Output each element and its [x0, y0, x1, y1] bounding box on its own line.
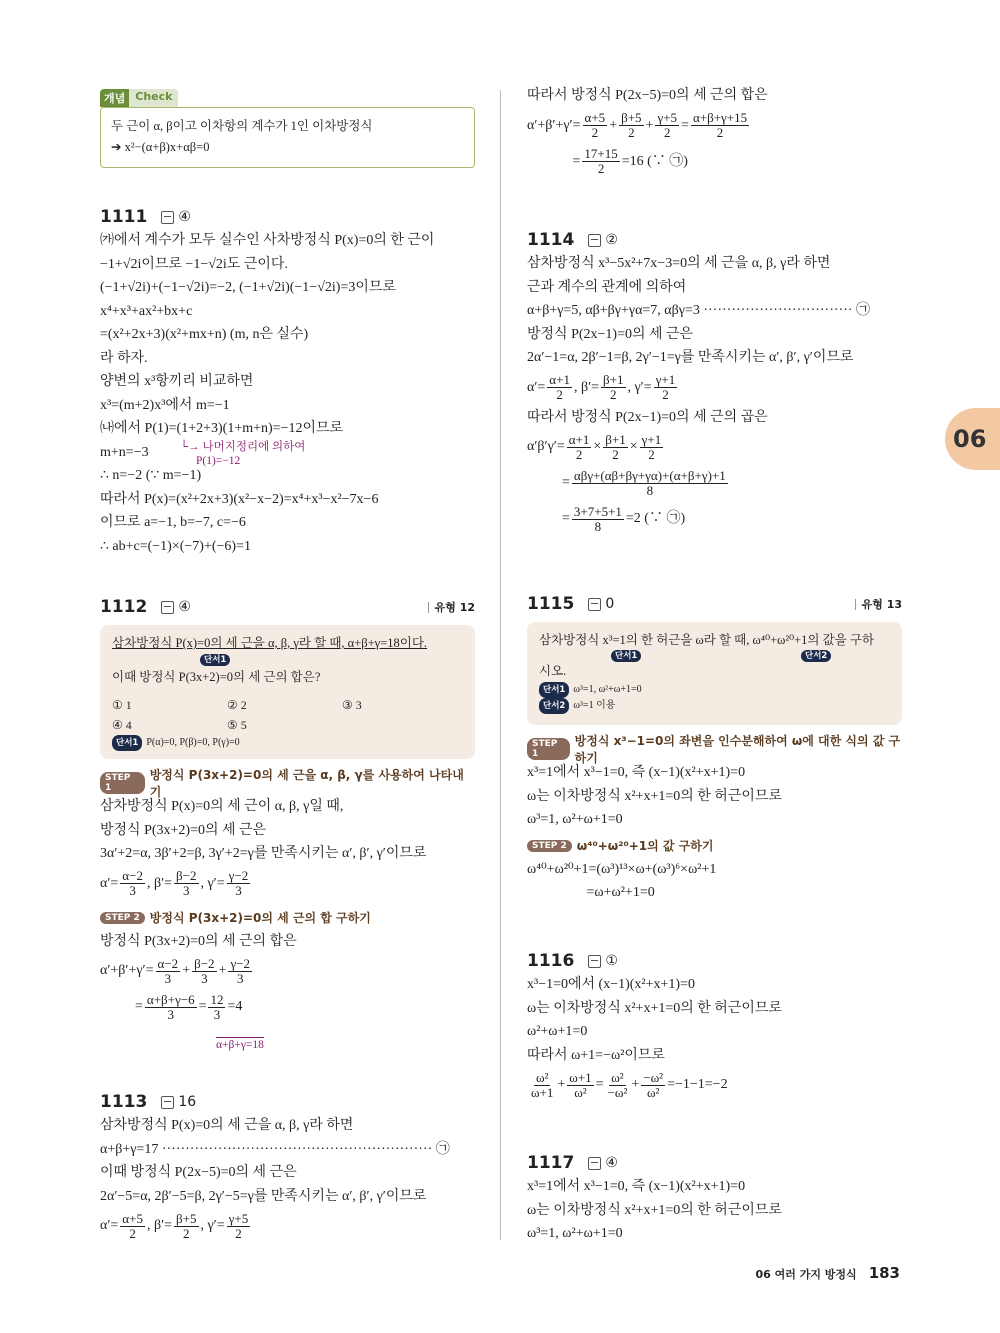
- solution-line: [527, 252, 902, 276]
- text-segment: =(x²+2x+3)(x²+mx+n) (m, n은 실수): [100, 327, 309, 342]
- solution-line: [100, 953, 475, 989]
- text-segment: =4: [227, 999, 243, 1015]
- problem-type: 유형 13: [855, 599, 902, 610]
- denominator: 2: [183, 1225, 190, 1241]
- denominator: 2: [612, 446, 619, 462]
- text-segment: +: [557, 1077, 566, 1093]
- numerator: 12: [210, 991, 224, 1007]
- annotation: α+β+γ=18: [216, 1039, 264, 1051]
- answer-icon: [161, 601, 174, 614]
- answer-icon: [161, 211, 174, 224]
- text-segment: 따라서 방정식 P(2x−1)=0의 세 근의 곱은: [527, 409, 768, 425]
- solution-line: [527, 1020, 902, 1044]
- denominator: ω²: [574, 1084, 587, 1100]
- hint-text: ω³=1, ω²+ω+1=0: [573, 684, 642, 695]
- denominator: 2: [610, 387, 617, 402]
- numerator: ω²: [611, 1069, 624, 1085]
- fraction: [572, 505, 624, 534]
- solution-line: [100, 276, 475, 300]
- footer-chapter: 06 여러 가지 방정식: [755, 1268, 857, 1281]
- solution-line: [100, 300, 475, 324]
- problem-number: 1113: [100, 1092, 148, 1112]
- denominator: 2: [575, 446, 583, 462]
- solution-line: [100, 253, 475, 277]
- solution-line: [527, 881, 902, 905]
- solution-line: [100, 1185, 475, 1209]
- concept-line: ➔ x²−(α+β)x+αβ=0: [111, 140, 210, 154]
- concept-tab-label: 개념: [100, 89, 129, 107]
- text-segment: , β′=: [146, 1218, 173, 1234]
- choice-1[interactable]: ① 1: [112, 698, 132, 712]
- text-segment: =: [681, 117, 689, 133]
- text-segment: 삼차방정식 x³−5x²+7x−3=0의 세 근을 α, β, γ라 하면: [527, 256, 831, 271]
- solution-line: [527, 1175, 902, 1199]
- numerator: α+1: [568, 431, 590, 447]
- text-segment: , β′=: [573, 379, 600, 395]
- solution-line: [527, 501, 902, 537]
- answer: 16: [178, 1094, 197, 1110]
- solution-line: [527, 1067, 902, 1103]
- problem-number: 1115: [527, 594, 575, 614]
- denominator: 3: [164, 970, 172, 986]
- text-segment: ω²+ω+1=0: [527, 1024, 588, 1039]
- text-segment: =: [595, 1077, 604, 1093]
- text-segment: α′β′γ′=: [527, 439, 565, 455]
- fraction: [619, 111, 643, 140]
- text-segment: =16 (∵ ㉠): [621, 153, 688, 169]
- numerator: αβγ+(αβ+βγ+γα)+(α+β+γ)+1: [573, 467, 726, 483]
- fraction: [655, 111, 679, 140]
- text-segment: ω는 이차방정식 x²+x+1=0의 한 허근이므로: [527, 788, 782, 804]
- text-segment: =: [198, 999, 207, 1015]
- text-segment: 이때 방정식 P(2x−5)=0의 세 근은: [100, 1165, 297, 1180]
- concept-line: 두 근이 α, β이고 이차항의 계수가 1인 이차방정식: [111, 119, 373, 133]
- answer: ④: [178, 209, 191, 225]
- answer: ④: [605, 1155, 618, 1171]
- text-segment: ㈎에서 계수가 모두 실수인 사차방정식 P(x)=0의 한 근이: [100, 233, 435, 248]
- fraction: [227, 1212, 251, 1241]
- problem-1111: [100, 205, 475, 558]
- problem-box: [527, 622, 902, 725]
- numerator: α+1: [549, 372, 570, 387]
- text-segment: ω는 이차방정식 x²+x+1=0의 한 허근이므로: [527, 1000, 782, 1016]
- fraction: [606, 1071, 630, 1100]
- text-segment: 방정식 P(3x+2)=0의 세 근은: [100, 822, 267, 838]
- column-divider: [500, 90, 501, 1240]
- text-segment: +: [182, 963, 191, 979]
- problem-1114: [527, 228, 902, 537]
- solution-line: [100, 417, 475, 441]
- fraction: [192, 957, 216, 986]
- denominator: 2: [556, 387, 563, 402]
- solution-line: [100, 535, 475, 559]
- text-segment: α′=: [527, 379, 546, 395]
- fraction: [227, 869, 251, 898]
- fraction: [208, 993, 225, 1022]
- solution-line: [527, 997, 902, 1021]
- text-segment: , β′=: [146, 875, 173, 891]
- solution-line: [527, 858, 902, 882]
- clue-badge: 단서1: [539, 682, 569, 698]
- text-segment: 따라서 ω+1=−ω²이므로: [527, 1047, 665, 1063]
- text-segment: =: [527, 153, 581, 169]
- annotation: └→ 나머지정리에 의하여: [180, 441, 306, 453]
- clue-badge: 단서1: [611, 650, 641, 662]
- fraction: [654, 373, 678, 402]
- text-segment: 2α′−5=α, 2β′−5=β, 2γ′−5=γ를 만족시키는 α′, β′, γ′이므로: [100, 1188, 427, 1204]
- fraction: [567, 1071, 593, 1100]
- step-badge: STEP 1: [527, 738, 570, 760]
- denominator: 2: [662, 387, 669, 402]
- fraction: [174, 869, 198, 898]
- step-title: ω⁴⁰+ω²⁰+1의 값 구하기: [576, 839, 714, 853]
- chapter-number: 06: [953, 425, 987, 453]
- text-segment: ω³=1, ω²+ω+1=0: [527, 1226, 623, 1241]
- solution-line: [100, 323, 475, 347]
- solution-line: [527, 973, 902, 997]
- denominator: 2: [628, 125, 635, 140]
- numerator: ω+1: [569, 1069, 592, 1085]
- step-title: 방정식 P(3x+2)=0의 세 근의 합 구하기: [149, 911, 371, 925]
- chapter-side-tab: [945, 408, 1000, 470]
- solution-line: [527, 323, 902, 347]
- fraction: [582, 147, 619, 176]
- problem-number: 1112: [100, 597, 148, 617]
- numerator: β+5: [621, 110, 642, 125]
- answer-icon: [588, 598, 601, 611]
- text-segment: =: [527, 511, 570, 527]
- numerator: 17+15: [584, 146, 618, 161]
- numerator: α+β+γ−6: [146, 991, 195, 1007]
- text-segment: ×: [629, 439, 638, 455]
- numerator: ω²: [535, 1069, 549, 1085]
- denominator: 8: [594, 518, 602, 534]
- question-line: 이때 방정식 P(3x+2)=0의 세 근의 합은?: [112, 670, 321, 684]
- fraction: [145, 993, 197, 1022]
- denominator: 2: [597, 161, 605, 176]
- step-badge: STEP 2: [100, 912, 145, 924]
- answer: ②: [605, 232, 618, 248]
- step-title: 방정식 P(3x+2)=0의 세 근을 α, β, γ를 사용하여 나타내기: [149, 768, 464, 799]
- numerator: α+β+γ+15: [692, 110, 748, 125]
- problem-1112: [100, 595, 475, 1051]
- clue-badge: 단서2: [539, 698, 569, 714]
- solution-line: [527, 465, 902, 501]
- answer-icon: [161, 1096, 174, 1109]
- numerator: β+1: [605, 431, 626, 447]
- question-line: 삼차방정식 x³=1의 한 허근을 ω라 할 때, ω⁴⁰+ω²⁰+1의 값을 구하: [539, 633, 875, 647]
- question-line: 삼차방정식 P(x)=0의 세 근을 α, β, γ라 할 때, α+β+γ=18이다.: [112, 636, 428, 650]
- text-segment: 근과 계수의 관계에 의하여: [527, 279, 687, 295]
- text-segment: x³=(m+2)x³에서 m=−1: [100, 397, 230, 413]
- denominator: 2: [663, 125, 671, 140]
- denominator: 2: [648, 446, 655, 462]
- text-segment: , γ′=: [200, 875, 225, 891]
- answer-icon: [588, 1157, 601, 1170]
- solution-line: [527, 84, 902, 108]
- text-segment: α+β+γ=17 ·························································· ㉠: [100, 1141, 450, 1157]
- fraction: [174, 1212, 198, 1241]
- text-segment: α′+β′+γ′=: [527, 117, 581, 133]
- text-segment: 방정식 P(2x−1)=0의 세 근은: [527, 326, 694, 342]
- fraction: [583, 111, 608, 140]
- solution-line: [527, 276, 902, 300]
- text-segment: =: [527, 475, 570, 491]
- text-segment: x³=1에서 x³−1=0, 즉 (x−1)(x²+x+1)=0: [527, 1179, 746, 1194]
- text-segment: =2 (∵ ㉠): [625, 511, 686, 527]
- text-segment: 삼차방정식 P(x)=0의 세 근을 α, β, γ라 하면: [100, 1118, 354, 1133]
- text-segment: ω⁴⁰+ω²⁰+1=(ω³)¹³×ω+(ω³)⁶×ω²+1: [527, 861, 717, 877]
- text-segment: ㈏에서 P(1)=(1+2+3)(1+m+n)=−12이므로: [100, 421, 344, 436]
- denominator: 3: [236, 970, 244, 986]
- denominator: 3: [213, 1006, 221, 1022]
- text-segment: 2α′−1=α, 2β′−1=β, 2γ′−1=γ를 만족시키는 α′, β′, γ′이므로: [527, 350, 854, 365]
- text-segment: , γ′=: [200, 1218, 225, 1234]
- solution-line: [100, 1161, 475, 1185]
- fraction: [156, 957, 181, 986]
- numerator: β−2: [194, 955, 215, 971]
- solution-line: [527, 1044, 902, 1068]
- solution-line: [527, 299, 902, 323]
- clue-badge: 단서1: [200, 654, 230, 666]
- solution-line: [527, 406, 902, 430]
- text-segment: −1+√2i이므로 −1−√2i도 근이다.: [100, 256, 288, 272]
- step-badge: STEP 2: [527, 840, 572, 852]
- solution-line: [527, 1199, 902, 1223]
- numerator: γ+5: [228, 1210, 249, 1226]
- solution-line: [527, 1222, 902, 1246]
- choice-4[interactable]: ④ 4: [112, 718, 132, 732]
- text-segment: ∴ ab+c=(−1)×(−7)+(−6)=1: [100, 538, 251, 554]
- text-segment: +: [645, 117, 654, 133]
- denominator: 3: [183, 883, 190, 898]
- fraction: [547, 373, 572, 402]
- text-segment: ω³=1, ω²+ω+1=0: [527, 812, 623, 827]
- solution-line: [527, 429, 902, 465]
- clue-badge: 단서2: [801, 650, 831, 662]
- text-segment: +: [609, 117, 618, 133]
- text-segment: 라 하자.: [100, 350, 148, 366]
- solution-line: [100, 866, 475, 902]
- fraction: [640, 433, 664, 462]
- text-segment: ×: [593, 439, 602, 455]
- answer: ④: [178, 599, 191, 615]
- text-segment: ∴ n=−2 (∵ m=−1): [100, 468, 202, 483]
- solution-line: [100, 930, 475, 954]
- denominator: 3: [201, 970, 208, 986]
- page-footer: [756, 1264, 901, 1282]
- problem-number: 1116: [527, 951, 575, 971]
- page-number: 183: [868, 1264, 900, 1282]
- question-line: 시오.: [539, 664, 567, 678]
- choice-2[interactable]: ② 2: [227, 698, 247, 712]
- numerator: γ+1: [655, 372, 676, 387]
- numerator: γ−2: [228, 868, 249, 883]
- fraction: [641, 1071, 665, 1100]
- concept-check: [100, 89, 475, 168]
- denominator: ω²: [646, 1084, 660, 1100]
- answer: 0: [605, 596, 615, 612]
- solution-line: [100, 842, 475, 866]
- numerator: −ω²: [643, 1069, 664, 1085]
- choice-3[interactable]: ③ 3: [342, 698, 362, 712]
- numerator: β+5: [176, 1210, 197, 1226]
- solution-line: [100, 1114, 475, 1138]
- problem-1113: [100, 1090, 475, 1244]
- solution-line: [527, 785, 902, 809]
- fraction: [603, 433, 627, 462]
- text-segment: α′=: [100, 875, 119, 891]
- fraction: [691, 111, 749, 140]
- text-segment: 양변의 x³항끼리 비교하면: [100, 374, 254, 389]
- solution-line: [527, 370, 902, 406]
- fraction: [601, 373, 625, 402]
- denominator: 3: [167, 1006, 174, 1022]
- text-segment: 따라서 P(x)=(x²+2x+3)(x²−x−2)=x⁴+x³−x²−7x−6: [100, 491, 379, 507]
- fraction: [529, 1071, 555, 1100]
- denominator: −ω²: [607, 1084, 628, 1100]
- text-segment: =ω+ω²+1=0: [527, 885, 655, 900]
- text-segment: +: [218, 963, 227, 979]
- numerator: α−2: [122, 868, 143, 883]
- text-segment: x³−1=0에서 (x−1)(x²+x+1)=0: [527, 977, 695, 992]
- text-segment: x⁴+x³+ax²+bx+c: [100, 303, 193, 319]
- solution-line: [100, 989, 475, 1025]
- text-segment: =: [100, 999, 143, 1015]
- hint-text: P(α)=0, P(β)=0, P(γ)=0: [146, 737, 240, 748]
- numerator: β+1: [603, 372, 624, 387]
- answer-icon: [588, 955, 601, 968]
- denominator: 2: [716, 125, 724, 140]
- fraction: [572, 469, 728, 498]
- solution-line: [100, 347, 475, 371]
- denominator: 3: [129, 883, 136, 898]
- fraction: [120, 1212, 145, 1241]
- denominator: 3: [235, 883, 242, 898]
- problem-1116: [527, 949, 902, 1103]
- text-segment: =−1−1=−2: [667, 1077, 728, 1093]
- solution-line: [527, 108, 902, 144]
- answer-icon: [588, 234, 601, 247]
- step-title: 방정식 x³−1=0의 좌변을 인수분해하여 ω에 대한 식의 값 구하기: [574, 734, 901, 765]
- text-segment: 방정식 P(3x+2)=0의 세 근의 합은: [100, 933, 297, 949]
- choice-5[interactable]: ⑤ 5: [227, 718, 247, 732]
- solution-line: [527, 808, 902, 832]
- denominator: ω+1: [531, 1084, 554, 1100]
- concept-tab-check: Check: [129, 89, 178, 107]
- denominator: 2: [129, 1225, 136, 1241]
- hint-text: ω³=1 이용: [573, 700, 616, 711]
- numerator: 3+7+5+1: [573, 503, 622, 519]
- annotation: P(1)=−12: [196, 455, 241, 467]
- text-segment: 삼차방정식 P(x)=0의 세 근이 α, β, γ일 때,: [100, 799, 344, 814]
- problem-1115: [527, 592, 902, 905]
- problem-number: 1114: [527, 230, 575, 250]
- solution-line: [100, 488, 475, 512]
- solution-line: [100, 370, 475, 394]
- text-segment: 3α′+2=α, 3β′+2=β, 3γ′+2=γ를 만족시키는 α′, β′, γ′이므로: [100, 846, 427, 861]
- solution-line: [527, 346, 902, 370]
- solution-line: [100, 819, 475, 843]
- fraction: [120, 869, 145, 898]
- problem-box: [100, 625, 475, 759]
- solution-line: [100, 1138, 475, 1162]
- text-segment: α′=: [100, 1218, 119, 1234]
- text-segment: , γ′=: [627, 379, 652, 395]
- text-segment: (−1+√2i)+(−1−√2i)=−2, (−1+√2i)(−1−√2i)=3이므로: [100, 280, 396, 295]
- denominator: 2: [235, 1225, 242, 1241]
- denominator: 2: [591, 125, 599, 140]
- text-segment: 따라서 방정식 P(2x−5)=0의 세 근의 합은: [527, 88, 768, 103]
- problem-1113-continued: [527, 84, 902, 180]
- problem-number: 1117: [527, 1153, 575, 1173]
- solution-line: [100, 511, 475, 535]
- answer: ①: [605, 953, 618, 969]
- fraction: [228, 957, 252, 986]
- numerator: α+5: [584, 110, 606, 125]
- step-badge: STEP 1: [100, 772, 145, 794]
- numerator: α+5: [122, 1210, 143, 1226]
- numerator: α−2: [157, 955, 179, 971]
- text-segment: α′+β′+γ′=: [100, 963, 154, 979]
- denominator: 8: [646, 482, 654, 498]
- text-segment: m+n=−3: [100, 444, 149, 460]
- text-segment: x³=1에서 x³−1=0, 즉 (x−1)(x²+x+1)=0: [527, 765, 746, 780]
- solution-line: [100, 394, 475, 418]
- clue-badge: 단서1: [112, 735, 142, 751]
- problem-number: 1111: [100, 207, 148, 227]
- text-segment: 이므로 a=−1, b=−7, c=−6: [100, 515, 246, 530]
- numerator: γ+5: [657, 110, 678, 125]
- numerator: β−2: [176, 868, 197, 883]
- text-segment: ω는 이차방정식 x²+x+1=0의 한 허근이므로: [527, 1202, 782, 1218]
- solution-line: [527, 144, 902, 180]
- solution-line: [100, 229, 475, 253]
- text-segment: +: [631, 1077, 640, 1093]
- text-segment: α+β+γ=5, αβ+βγ+γα=7, αβγ=3 ································ ㉠: [527, 303, 871, 318]
- problem-1117: [527, 1151, 902, 1246]
- numerator: γ+1: [641, 431, 662, 447]
- solution-line: [100, 1208, 475, 1244]
- problem-type: 유형 12: [428, 602, 475, 613]
- numerator: γ−2: [230, 955, 251, 971]
- fraction: [567, 433, 592, 462]
